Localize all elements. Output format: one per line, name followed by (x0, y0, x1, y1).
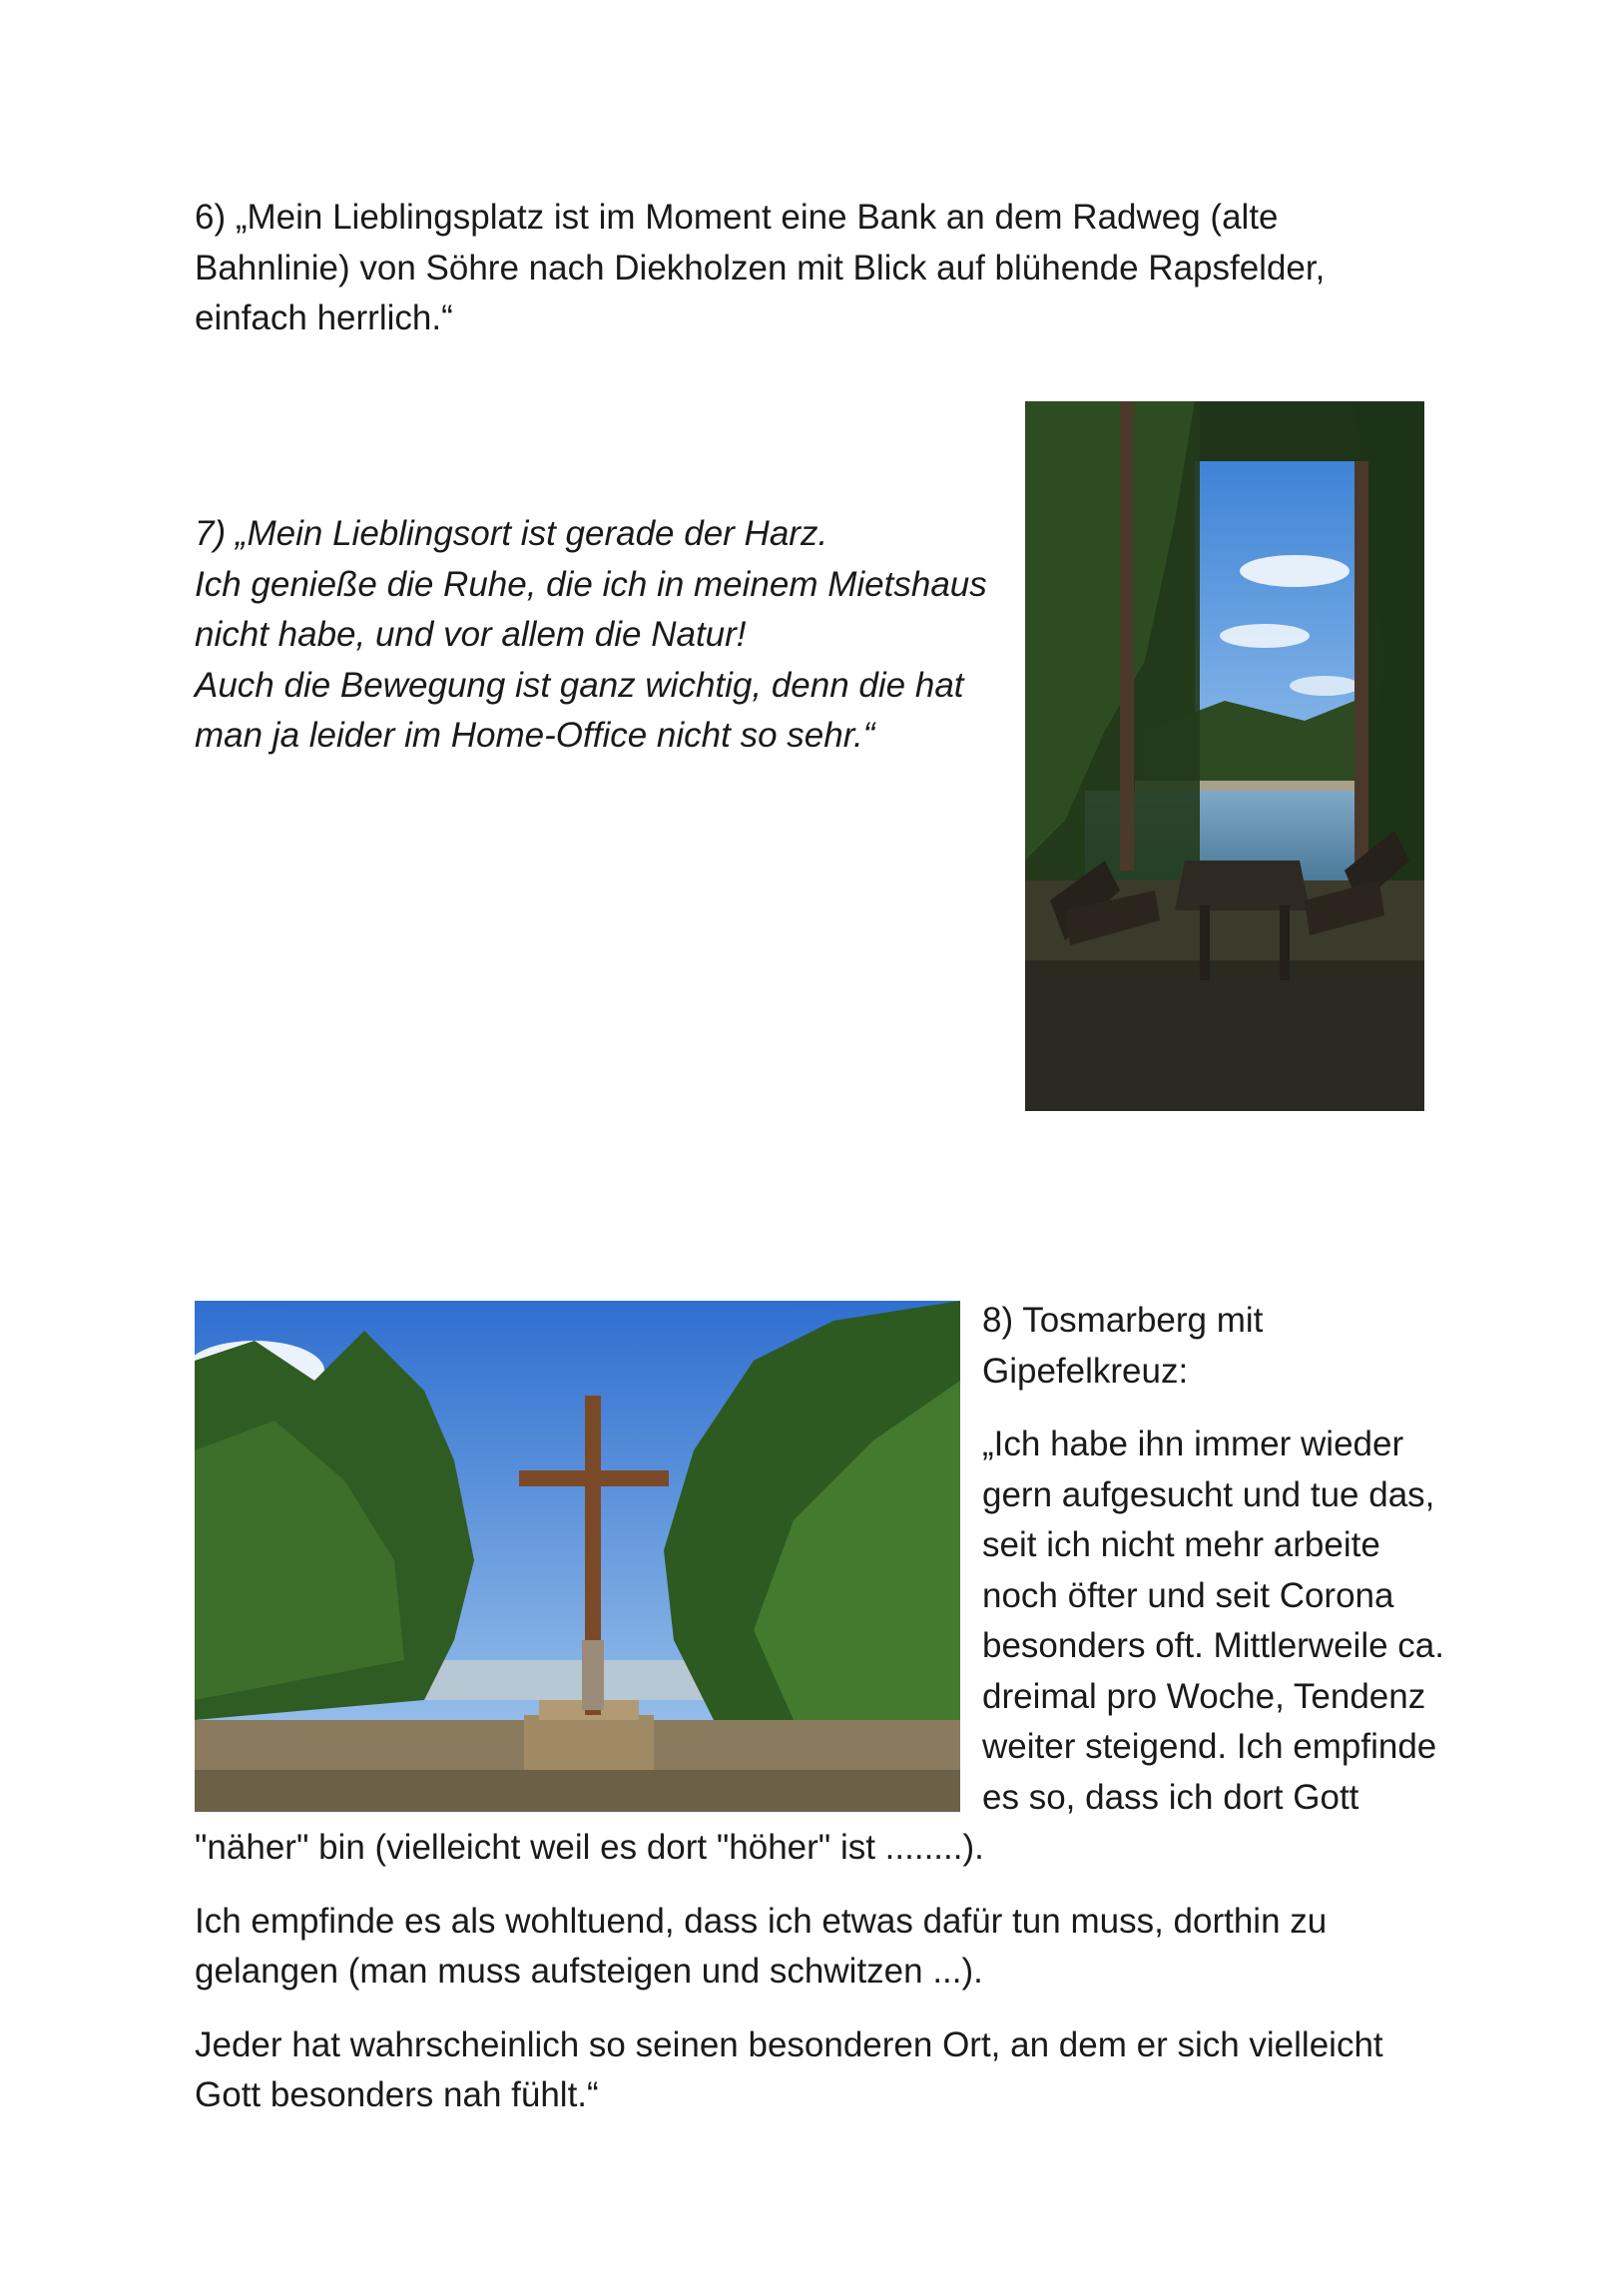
quote-7-line: man ja leider im Home-Office nicht so sehr.“ (195, 716, 875, 755)
section-8-heading-line2: Gipefelkreuz: (982, 1351, 1189, 1391)
section-8-body: „Ich habe ihn immer wieder gern aufgesucht und tue das, seit ich nicht mehr arbeite noch öfter und seit Corona besonders oft. Mittlerweile ca. dreimal pro Woche, Tendenz weiter steigend. Ich empfinde es so, dass ich dort Gott "näher" bin (vielleicht weil es dort "höher" ist ........). (195, 1425, 1444, 1867)
quote-6-line: einfach herrlich.“ (195, 298, 453, 337)
quote-7 (195, 509, 993, 762)
section-8 (195, 1296, 1447, 2144)
section-8-paragraph-3: Jeder hat wahrscheinlich so seinen besonderen Ort, an dem er sich vielleicht Gott besonders nah fühlt.“ (195, 2024, 1383, 2114)
section-8-heading-line1: 8) Tosmarberg mit (982, 1301, 1264, 1340)
quote-7-line: Auch die Bewegung ist ganz wichtig, denn die hat (195, 665, 964, 705)
quote-7-line: nicht habe, und vor allem die Natur! (195, 615, 747, 654)
quote-6-line: Bahnlinie) von Söhre nach Diekholzen mit Blick auf blühende Rapsfelder, (195, 248, 1326, 287)
summit-cross-photo (195, 1301, 960, 1812)
quote-6 (195, 193, 1442, 344)
quote-6-line: 6) „Mein Lieblingsplatz ist im Moment eine Bank an dem Radweg (alte (195, 198, 1279, 237)
section-8-paragraph-2: Ich empfinde es als wohltuend, dass ich etwas dafür tun muss, dorthin zu gelangen (man muss aufsteigen und schwitzen ...). (195, 1901, 1328, 1991)
harz-lake-photo (1025, 401, 1424, 1111)
quote-7-line: 7) „Mein Lieblingsort ist gerade der Harz. (195, 514, 828, 553)
quote-7-line: Ich genieße die Ruhe, die ich in meinem Mietshaus (195, 564, 987, 604)
